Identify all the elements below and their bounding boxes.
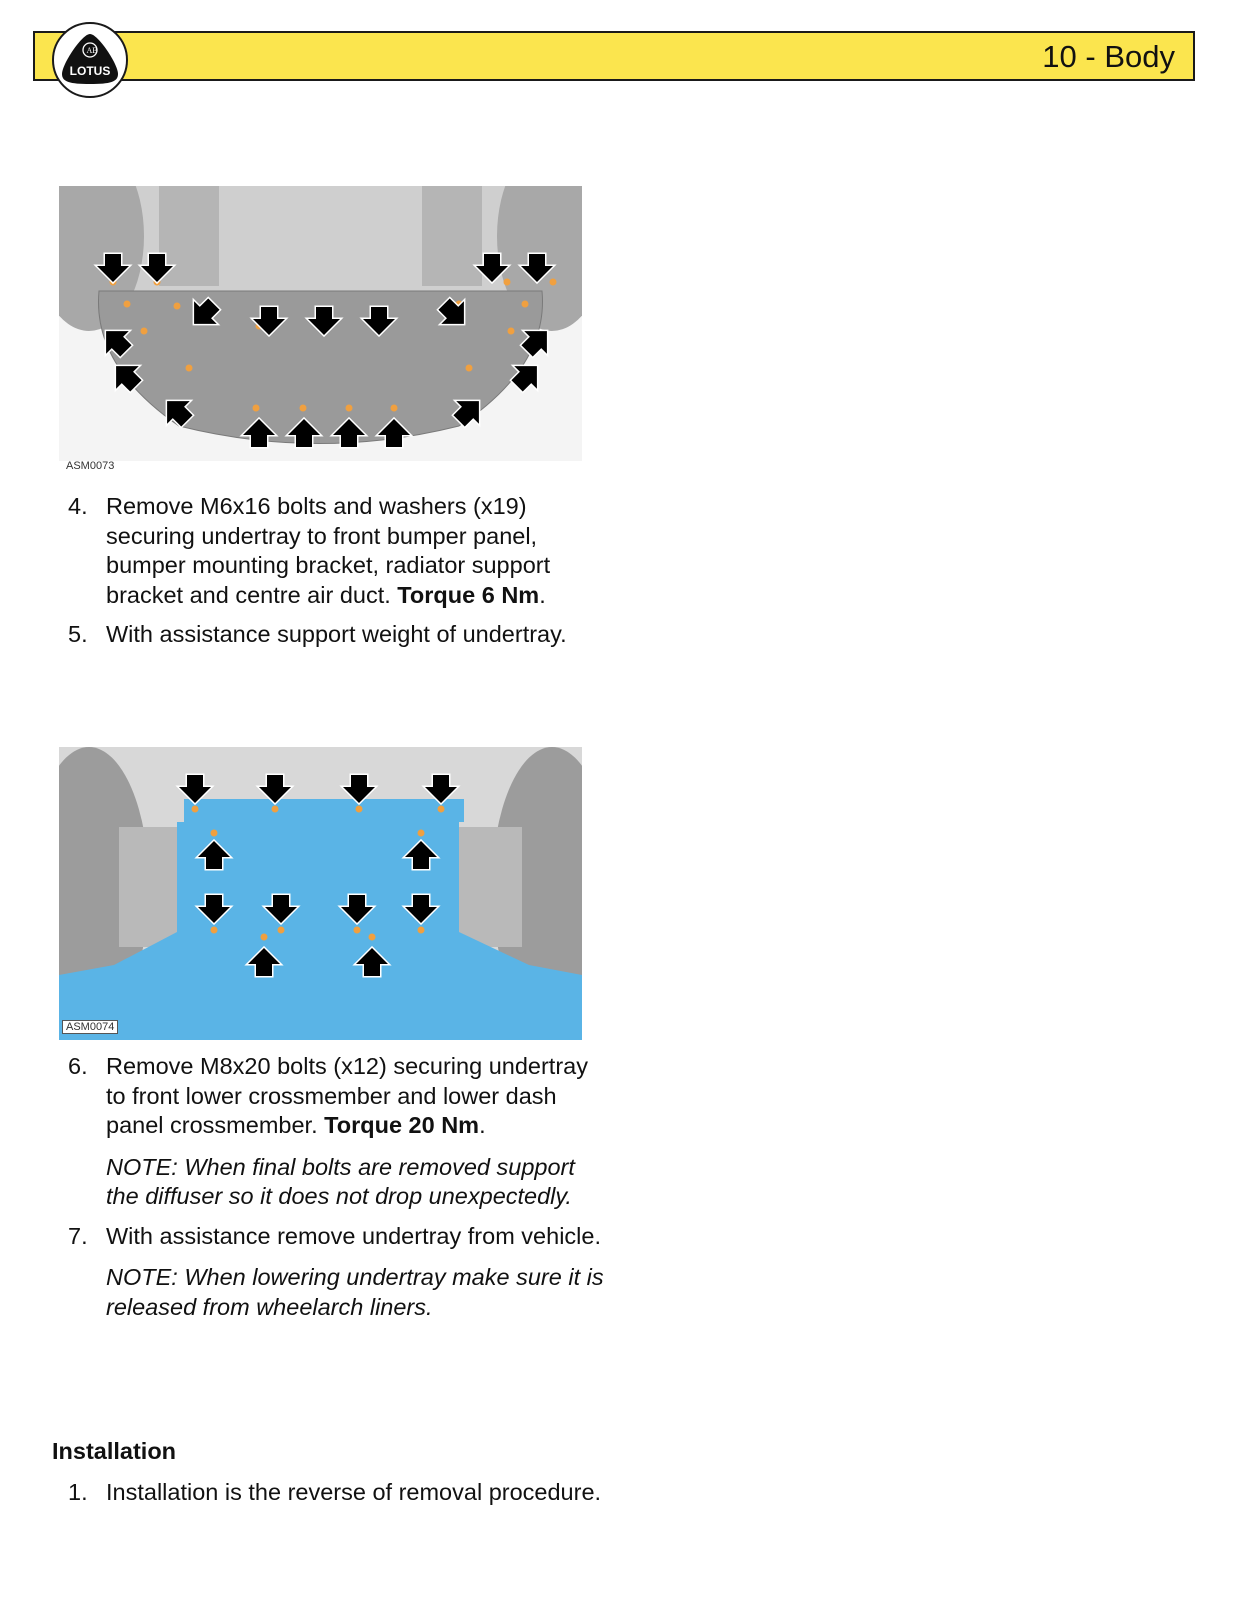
bolt-marker bbox=[124, 301, 131, 308]
figure-undertray-front-bolts bbox=[59, 186, 582, 461]
section-header-bar bbox=[33, 31, 1195, 81]
step-note: NOTE: When lowering undertray make sure it is released from wheelarch liners. bbox=[106, 1264, 604, 1320]
bolt-marker bbox=[369, 934, 376, 941]
step-number: 5. bbox=[68, 621, 88, 647]
bolt-marker bbox=[504, 279, 511, 286]
step-item bbox=[68, 1222, 608, 1323]
figure-caption: ASM0073 bbox=[66, 460, 115, 472]
step-text: Remove M8x20 bolts (x12) securing undertray to front lower crossmember and lower dash panel crossmember. bbox=[106, 1053, 588, 1138]
torque-value: Torque 20 Nm bbox=[324, 1112, 480, 1138]
step-item: 4. Remove M6x16 bolts and washers (x19) securing undertray to front bumper panel, bumper mounting bracket, radiator support bracket and centre air duct. Torque 6 Nm. bbox=[68, 493, 551, 608]
lotus-logo bbox=[52, 22, 128, 98]
step-text: Installation is the reverse of removal procedure. bbox=[106, 1479, 602, 1505]
lotus-badge-icon bbox=[58, 28, 122, 92]
installation-steps bbox=[68, 1478, 608, 1518]
bolt-marker bbox=[466, 365, 473, 372]
torque-value: Torque 6 Nm bbox=[397, 581, 540, 608]
svg-text:AB: AB bbox=[86, 46, 98, 55]
step-number: 1. bbox=[68, 1479, 88, 1505]
step-number: 6. bbox=[68, 1053, 88, 1079]
figure-caption: ASM0074 bbox=[62, 1020, 118, 1034]
bolt-marker bbox=[300, 405, 307, 412]
bolt-marker bbox=[522, 301, 529, 308]
bolt-marker bbox=[550, 279, 557, 286]
bolt-marker bbox=[186, 365, 193, 372]
bolt-marker bbox=[253, 405, 260, 412]
step-item bbox=[68, 1478, 608, 1508]
bolt-marker bbox=[418, 830, 425, 837]
bolt-marker bbox=[391, 405, 398, 412]
step-item: 6. Remove M8x20 bolts (x12) securing undertray to front lower crossmember and lower dash panel crossmember. Torque 20 Nm. NOTE: When final bolts are removed support the diffuser so it does not drop unexpectedly. bbox=[68, 1052, 608, 1212]
bolt-marker bbox=[211, 927, 218, 934]
step-number: 4. bbox=[68, 493, 88, 519]
bolt-marker bbox=[141, 328, 148, 335]
bolt-marker bbox=[356, 806, 363, 813]
bolt-marker bbox=[192, 806, 199, 813]
step-text: With assistance remove undertray from vehicle. bbox=[106, 1222, 601, 1249]
bolt-marker bbox=[438, 806, 445, 813]
step-number: 7. bbox=[68, 1222, 88, 1249]
figure-undertray-crossmember-bolts bbox=[59, 747, 582, 1040]
bolt-marker bbox=[278, 927, 285, 934]
bolt-marker bbox=[261, 934, 268, 941]
bolt-marker bbox=[354, 927, 361, 934]
bolt-marker bbox=[418, 927, 425, 934]
step-text: With assistance support weight of undertray. bbox=[106, 621, 567, 647]
section-title: 10 - Body bbox=[1042, 39, 1175, 74]
bolt-marker bbox=[508, 328, 515, 335]
bolt-marker bbox=[272, 806, 279, 813]
bolt-marker bbox=[174, 303, 181, 310]
bolt-marker bbox=[346, 405, 353, 412]
removal-steps-group-b bbox=[68, 1052, 608, 1332]
removal-steps-group-a bbox=[68, 492, 608, 660]
bolt-marker bbox=[211, 830, 218, 837]
installation-heading: Installation bbox=[52, 1438, 177, 1464]
step-text: Remove M6x16 bolts and washers (x19) securing undertray to front bumper panel, bumper mounting bracket, radiator support bracket and centre air duct. bbox=[106, 493, 551, 608]
step-item bbox=[68, 620, 608, 650]
step-note: NOTE: When final bolts are removed support the diffuser so it does not drop unexpectedly. bbox=[106, 1153, 575, 1209]
svg-text:LOTUS: LOTUS bbox=[69, 64, 111, 78]
